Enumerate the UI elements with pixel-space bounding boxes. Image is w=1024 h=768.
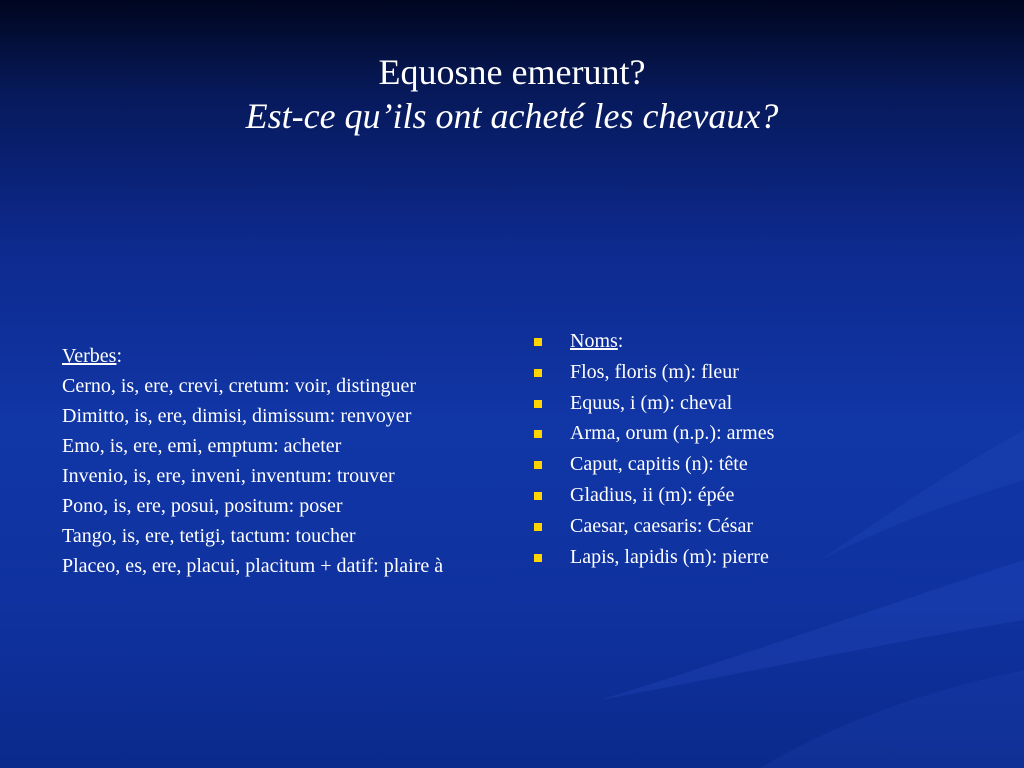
title-latin: Equosne emerunt? bbox=[378, 52, 646, 92]
nouns-column bbox=[533, 329, 1003, 575]
slide-title bbox=[0, 50, 1024, 138]
noun-item bbox=[533, 545, 1003, 569]
noun-item-text: Lapis, lapidis (m): pierre bbox=[570, 545, 769, 568]
verbs-heading bbox=[62, 344, 502, 368]
square-bullet-icon bbox=[534, 369, 542, 377]
noun-item-text: Arma, orum (n.p.): armes bbox=[570, 422, 775, 445]
verb-item: Invenio, is, ere, inveni, inventum: trouver bbox=[62, 465, 395, 487]
verb-item: Placeo, es, ere, placui, placitum + datif: plaire à bbox=[62, 555, 444, 577]
nouns-heading-colon: : bbox=[617, 330, 624, 352]
square-bullet-icon bbox=[534, 554, 542, 562]
square-bullet-icon bbox=[534, 400, 542, 408]
noun-item-text: Gladius, ii (m): épée bbox=[570, 483, 735, 506]
noun-item-text: Flos, floris (m): fleur bbox=[570, 360, 739, 383]
noun-item bbox=[533, 514, 1003, 538]
noun-item bbox=[533, 452, 1003, 476]
square-bullet-icon bbox=[534, 430, 542, 438]
verbs-column bbox=[62, 344, 502, 584]
verb-item: Pono, is, ere, posui, positum: poser bbox=[62, 495, 343, 517]
noun-item-text: Equus, i (m): cheval bbox=[570, 391, 733, 414]
verbs-heading-label: Verbes bbox=[62, 345, 117, 367]
verb-item: Cerno, is, ere, crevi, cretum: voir, distinguer bbox=[62, 375, 417, 397]
noun-item bbox=[533, 483, 1003, 507]
nouns-heading-label: Noms bbox=[570, 330, 618, 352]
noun-item bbox=[533, 421, 1003, 445]
square-bullet-icon bbox=[534, 461, 542, 469]
square-bullet-icon bbox=[534, 492, 542, 500]
square-bullet-icon bbox=[534, 523, 542, 531]
noun-item bbox=[533, 360, 1003, 384]
square-bullet-icon bbox=[534, 338, 542, 346]
verb-item: Dimitto, is, ere, dimisi, dimissum: renvoyer bbox=[62, 405, 412, 427]
verb-item: Tango, is, ere, tetigi, tactum: toucher bbox=[62, 525, 356, 547]
nouns-heading bbox=[533, 329, 1003, 353]
noun-item-text: Caput, capitis (n): tête bbox=[570, 453, 748, 476]
verb-item: Emo, is, ere, emi, emptum: acheter bbox=[62, 435, 342, 457]
noun-item-text: Caesar, caesaris: César bbox=[570, 514, 753, 537]
verbs-heading-colon: : bbox=[116, 345, 122, 367]
title-french: Est-ce qu’ils ont acheté les chevaux? bbox=[245, 96, 779, 136]
noun-item bbox=[533, 391, 1003, 415]
